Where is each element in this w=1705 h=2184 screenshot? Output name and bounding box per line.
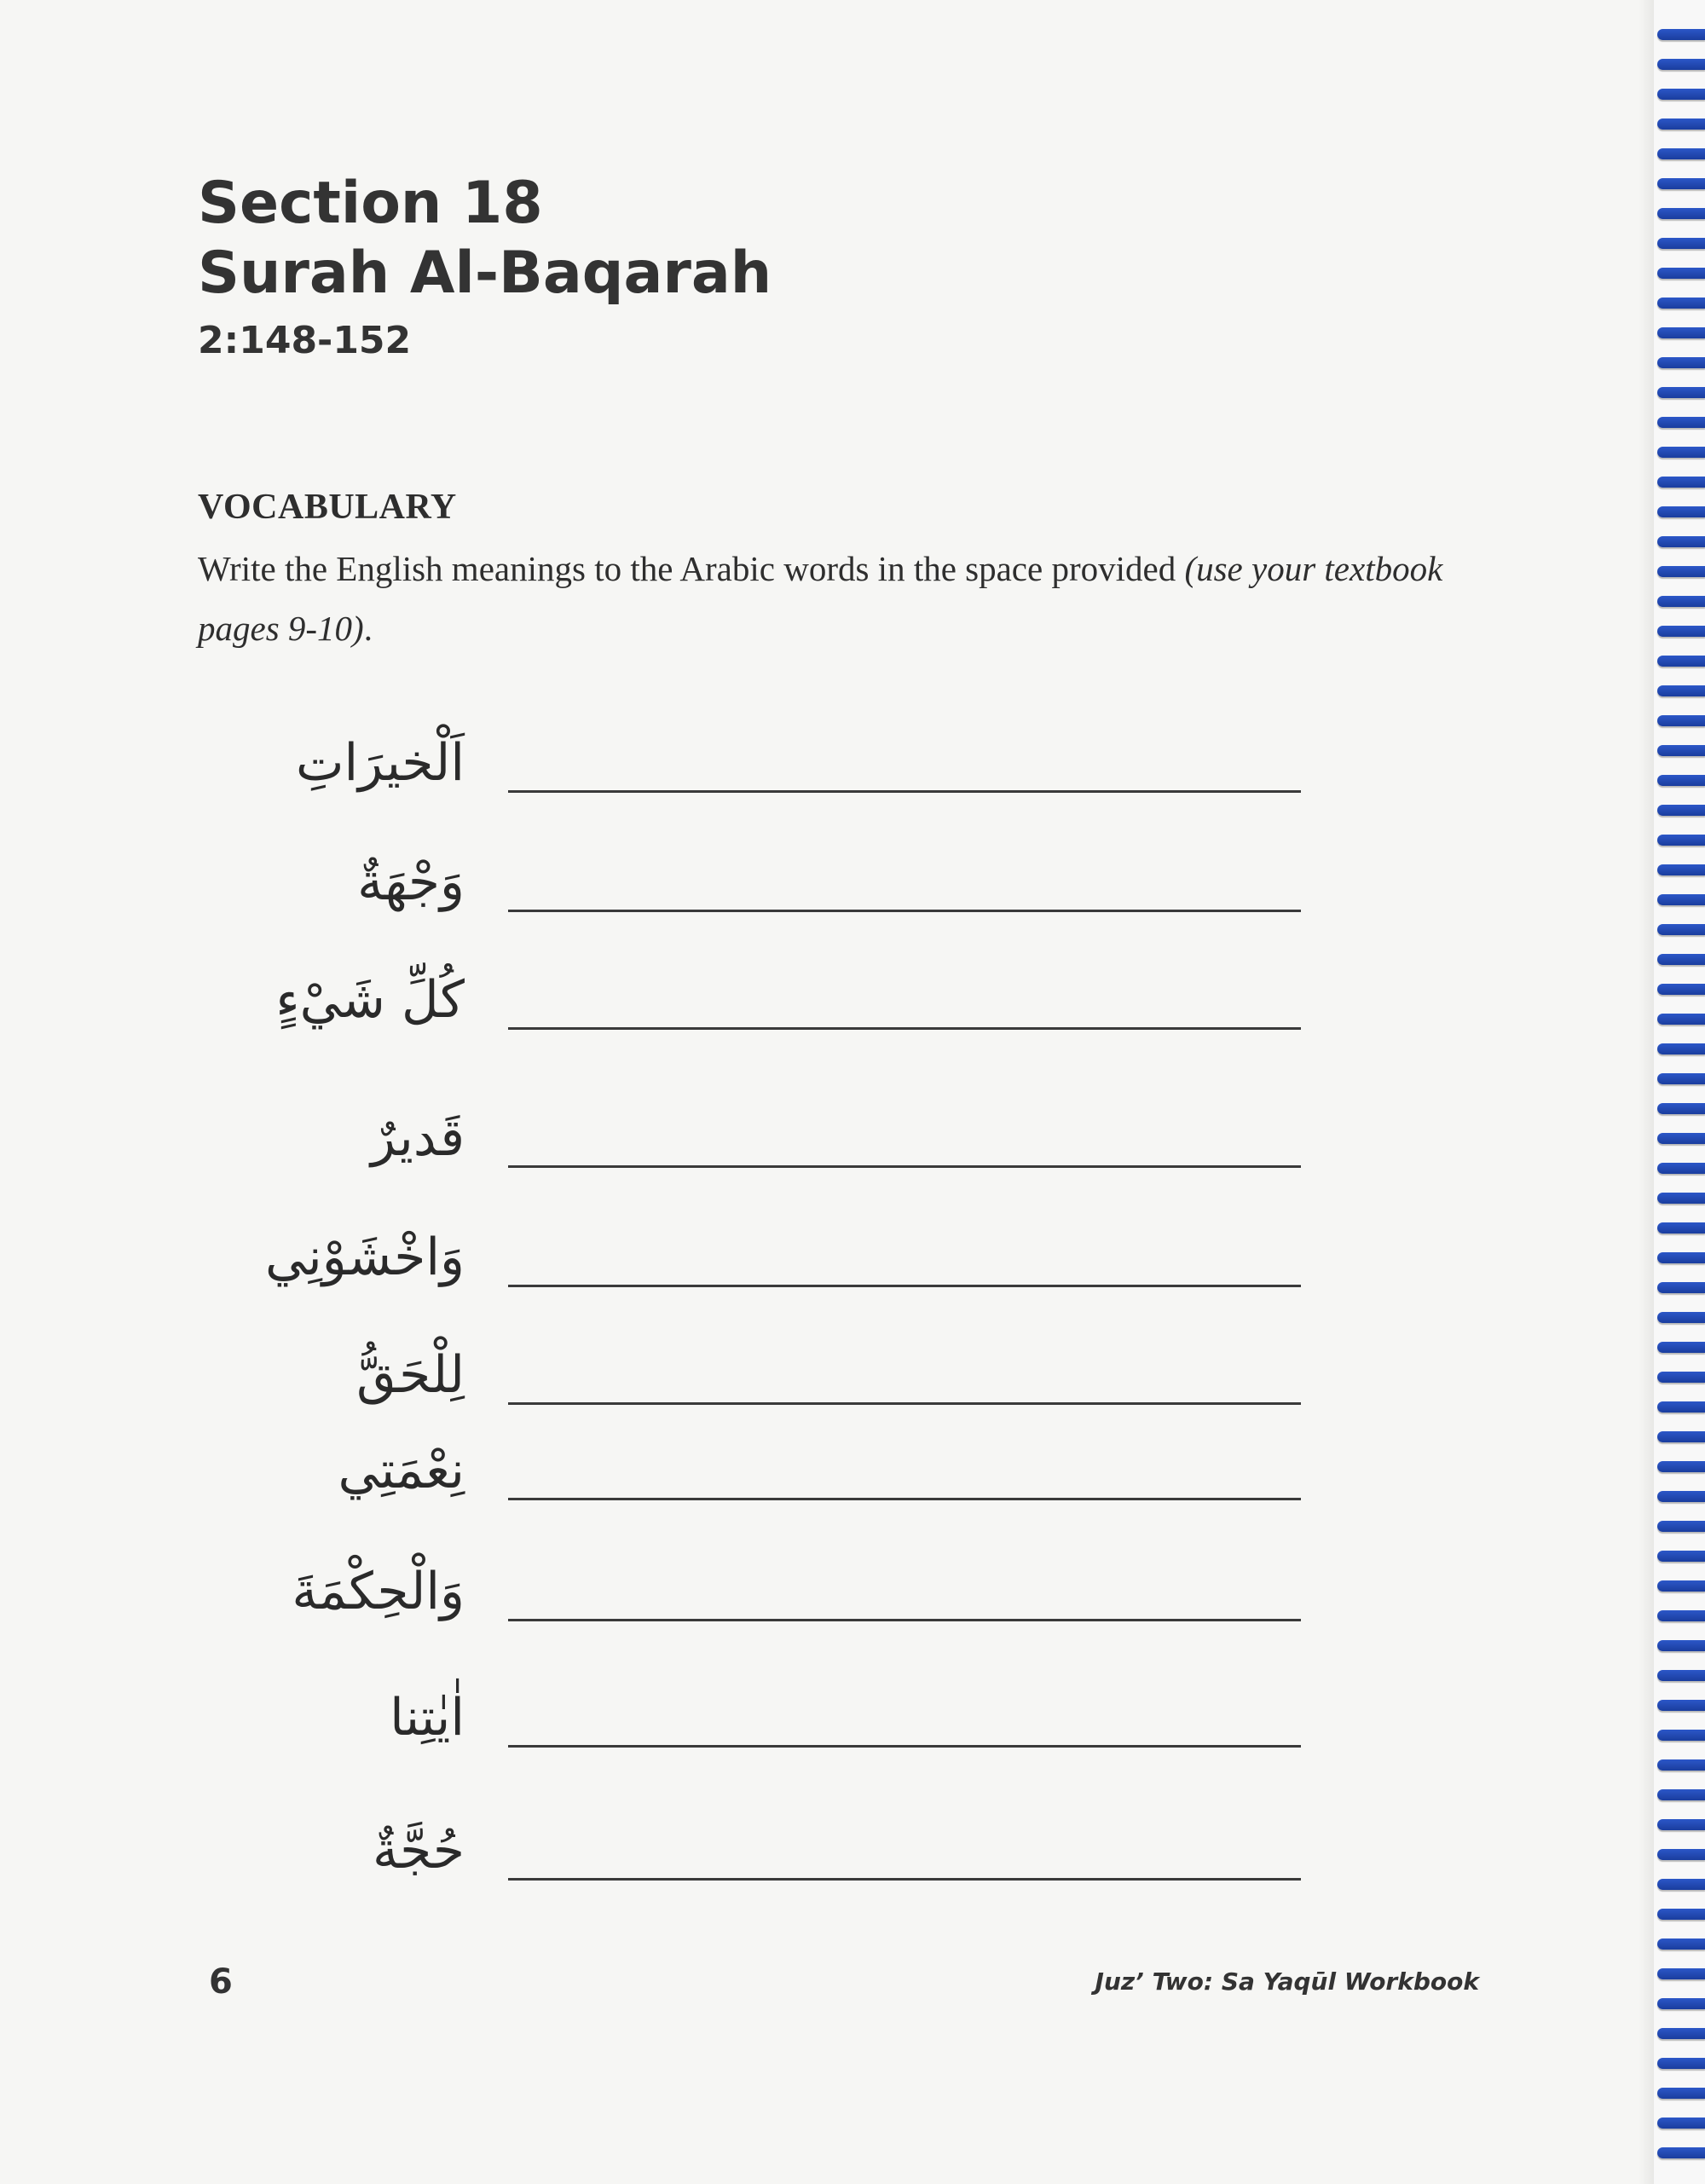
spiral-coil	[1657, 984, 1705, 995]
spiral-coil	[1657, 835, 1705, 846]
spiral-coil	[1657, 1431, 1705, 1442]
spiral-coil	[1657, 2058, 1705, 2069]
spiral-coil	[1657, 477, 1705, 488]
verse-reference: 2:148-152	[198, 319, 412, 362]
word-row	[0, 1083, 1705, 1193]
spiral-coil	[1657, 208, 1705, 219]
spiral-coil	[1657, 1879, 1705, 1890]
spiral-coil	[1657, 268, 1705, 279]
page-number: 6	[209, 1962, 233, 2002]
spiral-coil	[1657, 1461, 1705, 1472]
spiral-coil	[1657, 924, 1705, 935]
answer-line[interactable]	[508, 1027, 1301, 1030]
spiral-coil	[1657, 1043, 1705, 1054]
spiral-coil	[1657, 1372, 1705, 1383]
word-row	[0, 1662, 1705, 1773]
spiral-coil	[1657, 1193, 1705, 1204]
spiral-coil	[1657, 1073, 1705, 1084]
answer-line[interactable]	[508, 910, 1301, 912]
spiral-coil	[1657, 1700, 1705, 1711]
spiral-coil	[1657, 1819, 1705, 1830]
spiral-coil	[1657, 1909, 1705, 1920]
spiral-coil	[1657, 2028, 1705, 2039]
spiral-coil	[1657, 656, 1705, 667]
arabic-word: اٰيٰتِنا	[390, 1688, 465, 1748]
answer-line[interactable]	[508, 1498, 1301, 1500]
spiral-coil	[1657, 1163, 1705, 1174]
spiral-coil	[1657, 1014, 1705, 1025]
spiral-coil	[1657, 2118, 1705, 2129]
spiral-binding	[1654, 0, 1705, 2184]
vocabulary-section	[198, 482, 1494, 658]
word-row	[0, 1536, 1705, 1647]
spiral-coil	[1657, 745, 1705, 756]
spiral-coil	[1657, 1610, 1705, 1621]
spiral-coil	[1657, 2088, 1705, 2099]
section-header	[198, 169, 772, 368]
spiral-coil	[1657, 1789, 1705, 1800]
spiral-coil	[1657, 1282, 1705, 1293]
spiral-coil	[1657, 1580, 1705, 1592]
instructions-end: .	[363, 609, 373, 648]
spiral-coil	[1657, 864, 1705, 875]
spiral-coil	[1657, 29, 1705, 40]
instructions-text: Write the English meanings to the Arabic words in the space provided	[198, 549, 1185, 588]
spiral-coil	[1657, 89, 1705, 100]
answer-line[interactable]	[508, 1285, 1301, 1287]
spiral-coil	[1657, 1849, 1705, 1860]
spiral-coil	[1657, 536, 1705, 547]
spiral-coil	[1657, 327, 1705, 338]
word-row	[0, 1202, 1705, 1313]
spiral-coil	[1657, 775, 1705, 786]
surah-title: Surah Al-Baqarah	[198, 240, 772, 307]
word-row	[0, 827, 1705, 938]
answer-line[interactable]	[508, 1165, 1301, 1168]
word-row	[0, 1320, 1705, 1430]
spiral-coil	[1657, 894, 1705, 905]
spiral-coil	[1657, 1640, 1705, 1651]
answer-line[interactable]	[508, 790, 1301, 793]
answer-line[interactable]	[508, 1402, 1301, 1405]
spiral-coil	[1657, 954, 1705, 965]
spiral-coil	[1657, 1759, 1705, 1771]
answer-line[interactable]	[508, 1745, 1301, 1748]
arabic-word: وَالْحِكْمَةَ	[292, 1562, 465, 1621]
arabic-word: لِلْحَقُّ	[356, 1345, 465, 1405]
book-title: Juz’ Two: Sa Yaqūl Workbook	[1095, 1967, 1479, 1996]
word-row	[0, 708, 1705, 818]
spiral-coil	[1657, 805, 1705, 816]
answer-line[interactable]	[508, 1619, 1301, 1621]
spiral-coil	[1657, 298, 1705, 309]
spiral-coil	[1657, 1730, 1705, 1741]
spiral-coil	[1657, 118, 1705, 130]
word-row	[0, 945, 1705, 1055]
spiral-coil	[1657, 417, 1705, 428]
spiral-coil	[1657, 1968, 1705, 1979]
spiral-coil	[1657, 1491, 1705, 1502]
spiral-coil	[1657, 1670, 1705, 1681]
spiral-coil	[1657, 566, 1705, 577]
spiral-coil	[1657, 447, 1705, 458]
instructions-italic: (use your textbook pages 9-10)	[198, 549, 1443, 648]
spiral-coil	[1657, 1401, 1705, 1413]
spiral-coil	[1657, 387, 1705, 398]
spiral-coil	[1657, 238, 1705, 249]
instructions	[198, 539, 1494, 658]
spiral-coil	[1657, 1998, 1705, 2009]
spiral-coil	[1657, 626, 1705, 637]
arabic-word: وَجْهَةٌ	[357, 852, 465, 912]
section-title: Section 18	[198, 170, 543, 237]
vocabulary-heading: VOCABULARY	[198, 488, 457, 527]
arabic-word: نِعْمَتِي	[338, 1441, 465, 1500]
arabic-word: حُجَّةٌ	[373, 1821, 465, 1881]
spiral-coil	[1657, 59, 1705, 70]
spiral-coil	[1657, 1133, 1705, 1144]
spiral-coil	[1657, 596, 1705, 607]
spiral-coil	[1657, 1312, 1705, 1323]
spiral-coil	[1657, 1103, 1705, 1114]
spiral-coil	[1657, 1342, 1705, 1353]
spiral-coil	[1657, 148, 1705, 159]
answer-line[interactable]	[508, 1878, 1301, 1881]
arabic-word: وَاخْشَوْنِي	[265, 1228, 465, 1287]
arabic-word: اَلْخيرَاتِ	[295, 733, 465, 793]
spiral-coil	[1657, 1222, 1705, 1234]
arabic-word: قَديرٌ	[371, 1108, 465, 1168]
spiral-coil	[1657, 2147, 1705, 2158]
arabic-word: كُلِّ شَيْءٍ	[275, 970, 465, 1030]
spiral-coil	[1657, 178, 1705, 189]
spiral-coil	[1657, 685, 1705, 696]
spiral-coil	[1657, 357, 1705, 368]
word-row	[0, 1415, 1705, 1526]
spiral-coil	[1657, 715, 1705, 726]
spine-shadow	[1639, 0, 1654, 2184]
spiral-coil	[1657, 506, 1705, 517]
word-row	[0, 1795, 1705, 1906]
spiral-coil	[1657, 1551, 1705, 1562]
spiral-coil	[1657, 1252, 1705, 1263]
spiral-coil	[1657, 1938, 1705, 1950]
spiral-coil	[1657, 1521, 1705, 1532]
